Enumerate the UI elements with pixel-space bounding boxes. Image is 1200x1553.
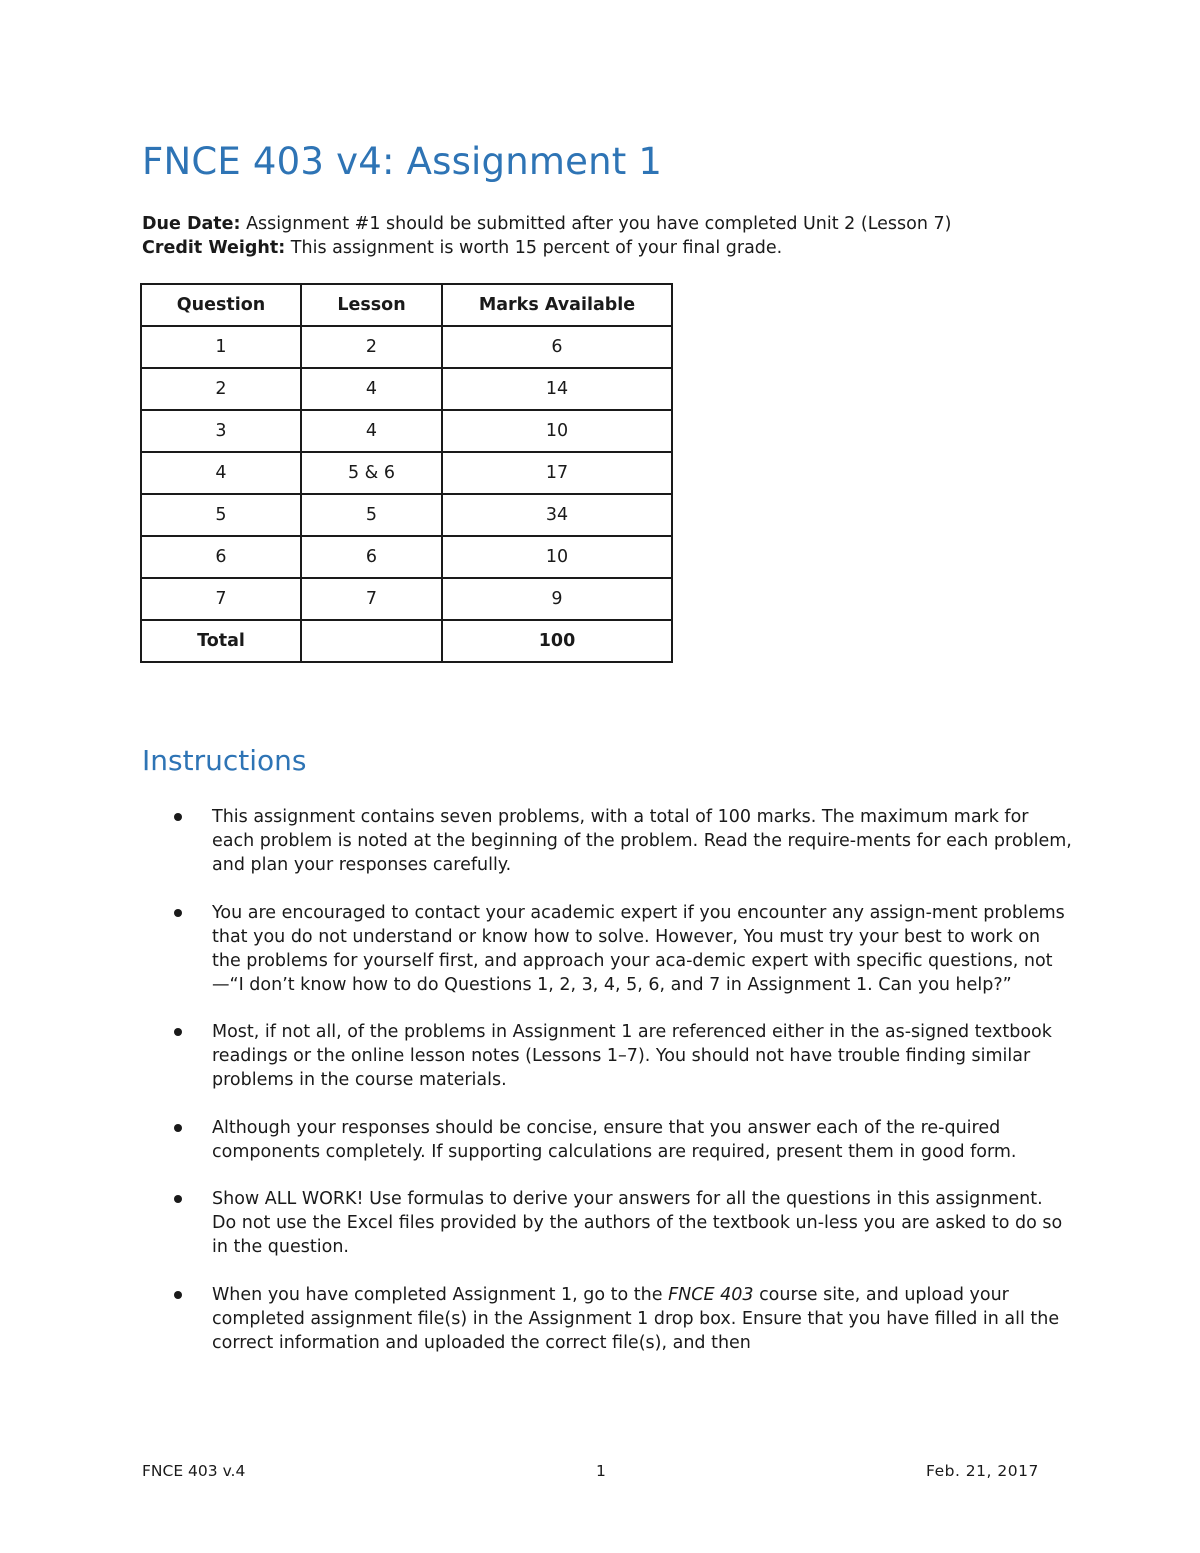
course-name: FNCE 403	[668, 1284, 754, 1305]
table-row	[141, 578, 672, 620]
credit-weight-label: Credit Weight:	[142, 238, 286, 258]
footer-course: FNCE 403 v.4	[142, 1462, 246, 1480]
marks-table	[140, 283, 673, 663]
page-title: FNCE 403 v4: Assignment 1	[142, 140, 663, 183]
due-date-label: Due Date:	[142, 214, 241, 234]
footer-page-number: 1	[596, 1462, 606, 1480]
table-row	[141, 368, 672, 410]
instruction-text: You are encouraged to contact your academic expert if you encounter any assign-ment problems that you do not understand or know how to solve. However, You must try your best to work on the problems for yourself first, and approach your aca-demic expert with specific questions, not—“I don’t know how to do Questions 1, 2, 3, 4, 5, 6, and 7 in Assignment 1. Can you help?”	[212, 902, 1065, 995]
instruction-text: This assignment contains seven problems, with a total of 100 marks. The maximum mark for each problem is noted at the beginning of the problem. Read the require-ments for each problem, and plan your responses carefully.	[212, 807, 1072, 875]
table-row	[141, 452, 672, 494]
credit-weight-line	[142, 236, 951, 260]
table-total-row	[141, 620, 672, 662]
bullet-icon	[174, 1124, 182, 1132]
list-item	[142, 1283, 1072, 1355]
due-date-text: Assignment #1 should be submitted after you have completed Unit 2 (Lesson 7)	[240, 214, 952, 234]
cell-lesson: 5	[301, 494, 442, 536]
cell-question: 4	[141, 452, 301, 494]
due-date-line	[142, 212, 951, 236]
bullet-icon	[174, 1195, 182, 1203]
cell-lesson: 4	[301, 368, 442, 410]
total-marks: 100	[442, 620, 672, 662]
bullet-icon	[174, 1028, 182, 1036]
instruction-text: Most, if not all, of the problems in Assignment 1 are referenced either in the as-signed textbook readings or the online lesson notes (Lessons 1–7). You should not have trouble finding similar problems in the course materials.	[212, 1022, 1052, 1090]
cell-lesson: 5 & 6	[301, 452, 442, 494]
cell-marks: 17	[442, 452, 672, 494]
cell-marks: 6	[442, 326, 672, 368]
table-row	[141, 326, 672, 368]
instruction-text: Although your responses should be concise, ensure that you answer each of the re-quired components completely. If supporting calculations are required, present them in good form.	[212, 1117, 1017, 1162]
cell-marks: 9	[442, 578, 672, 620]
header-lesson: Lesson	[301, 284, 442, 326]
credit-weight-text: This assignment is worth 15 percent of your final grade.	[285, 238, 783, 258]
list-item	[142, 805, 1072, 877]
instruction-text-a: When you have completed Assignment 1, go to the	[212, 1284, 669, 1305]
cell-lesson: 4	[301, 410, 442, 452]
cell-question: 2	[141, 368, 301, 410]
list-item	[142, 1116, 1072, 1164]
cell-marks: 10	[442, 410, 672, 452]
cell-question: 1	[141, 326, 301, 368]
cell-question: 6	[141, 536, 301, 578]
cell-lesson: 6	[301, 536, 442, 578]
list-item	[142, 901, 1072, 997]
cell-question: 5	[141, 494, 301, 536]
cell-question: 3	[141, 410, 301, 452]
cell-marks: 14	[442, 368, 672, 410]
table-header-row	[141, 284, 672, 326]
cell-marks: 10	[442, 536, 672, 578]
header-question: Question	[141, 284, 301, 326]
instruction-text-b: course site, and upload your completed assignment file(s) in the Assignment 1 drop box. Ensure that you have filled in all the correct information and uploaded the correct file(s), and then	[212, 1284, 1060, 1353]
footer-date: Feb. 21, 2017	[926, 1462, 1039, 1480]
total-lesson	[301, 620, 442, 662]
instructions-heading: Instructions	[142, 744, 307, 777]
table-row	[141, 410, 672, 452]
cell-lesson: 7	[301, 578, 442, 620]
bullet-icon	[174, 813, 182, 821]
list-item	[142, 1020, 1072, 1092]
instructions-list	[142, 805, 1072, 1378]
instruction-text: Show ALL WORK! Use formulas to derive your answers for all the questions in this assignment. Do not use the Excel files provided by the authors of the textbook un-less you are asked to do so in the question.	[212, 1189, 1063, 1257]
assignment-meta	[142, 212, 951, 260]
total-label: Total	[141, 620, 301, 662]
cell-lesson: 2	[301, 326, 442, 368]
cell-marks: 34	[442, 494, 672, 536]
list-item	[142, 1187, 1072, 1259]
bullet-icon	[174, 909, 182, 917]
table-row	[141, 494, 672, 536]
cell-question: 7	[141, 578, 301, 620]
bullet-icon	[174, 1291, 182, 1299]
table-row	[141, 536, 672, 578]
header-marks: Marks Available	[442, 284, 672, 326]
